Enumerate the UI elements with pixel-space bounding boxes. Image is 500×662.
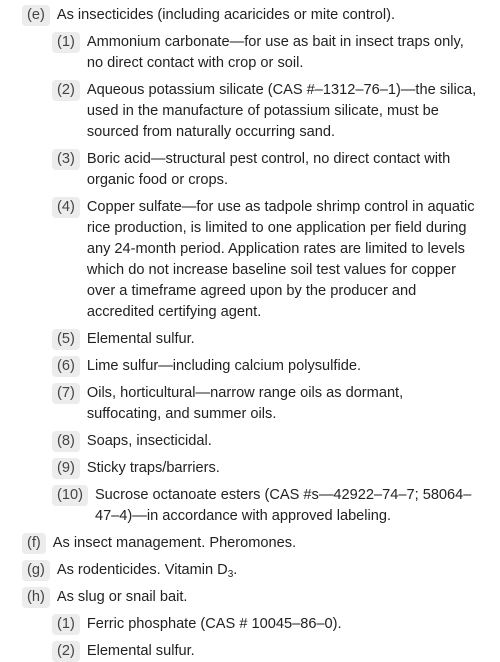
subparagraph-item — [0, 356, 500, 377]
subparagraph-item — [0, 431, 500, 452]
paragraph-text — [57, 560, 500, 581]
paragraph-text — [87, 356, 500, 377]
paragraph-text — [87, 641, 500, 662]
paragraph-text-main: Ammonium carbonate—for use as bait in insect traps only, no direct contact with crop or soil. — [86, 34, 464, 71]
paragraph-label: (g) — [22, 560, 50, 581]
paragraph-text-end: . — [233, 562, 238, 578]
paragraph-text — [87, 431, 500, 452]
paragraph-label: (3) — [52, 149, 80, 170]
paragraph-text — [87, 80, 500, 143]
subparagraph-item — [0, 80, 500, 143]
paragraph-label: (e) — [22, 5, 50, 26]
subparagraph-item — [0, 329, 500, 350]
paragraph-text-main: As insecticides (including acaricides or mite control). — [56, 7, 396, 23]
subparagraph-item — [0, 149, 500, 191]
subparagraph-item — [0, 197, 500, 323]
paragraph-text-main: Sucrose octanoate esters (CAS #s—42922–74–7; 58064–47–4)—in accordance with approved labeling. — [94, 487, 472, 524]
paragraph-item — [0, 560, 500, 581]
paragraph-text — [57, 5, 500, 26]
paragraph-text-main: As rodenticides. Vitamin D — [56, 562, 228, 578]
paragraph-label: (f) — [22, 533, 46, 554]
paragraph-label: (10) — [52, 485, 88, 506]
paragraph-label: (1) — [52, 614, 80, 635]
paragraph-text-main: Ferric phosphate (CAS # 10045–86–0). — [86, 616, 342, 632]
paragraph-text-main: Soaps, insecticidal. — [86, 433, 212, 449]
paragraph-text — [95, 485, 500, 527]
paragraph-label: (9) — [52, 458, 80, 479]
subparagraph-item — [0, 641, 500, 662]
paragraph-item — [0, 587, 500, 608]
paragraph-text — [87, 197, 500, 323]
paragraph-text — [87, 458, 500, 479]
paragraph-text — [57, 587, 500, 608]
paragraph-text — [87, 383, 500, 425]
paragraph-text-main: Oils, horticultural—narrow range oils as dormant, suffocating, and summer oils. — [86, 385, 404, 422]
paragraph-label: (7) — [52, 383, 80, 404]
paragraph-text — [87, 149, 500, 191]
paragraph-text-main: As insect management. Pheromones. — [52, 535, 297, 551]
paragraph-text-main: Elemental sulfur. — [86, 331, 195, 347]
paragraph-text — [87, 32, 500, 74]
subscript: 3 — [227, 569, 234, 580]
paragraph-text-main: Copper sulfate—for use as tadpole shrimp control in aquatic rice production, is limited to one application per field during any 24-month period. Application rates are limited to levels which do not increase baseline soil test values for copper over a timeframe agreed upon by the producer and accredited certifying agent. — [86, 199, 475, 320]
paragraph-text — [87, 614, 500, 635]
paragraph-text-main: As slug or snail bait. — [56, 589, 188, 605]
paragraph-text-main: Lime sulfur—including calcium polysulfide. — [86, 358, 362, 374]
paragraph-label: (2) — [52, 641, 80, 662]
subparagraph-item — [0, 614, 500, 635]
paragraph-label: (5) — [52, 329, 80, 350]
subparagraph-item — [0, 32, 500, 74]
paragraph-item — [0, 5, 500, 26]
paragraph-text-main: Elemental sulfur. — [86, 643, 195, 659]
paragraph-label: (h) — [22, 587, 50, 608]
paragraph-text — [87, 329, 500, 350]
paragraph-text-main: Boric acid—structural pest control, no direct contact with organic food or crops. — [86, 151, 451, 188]
paragraph-label: (8) — [52, 431, 80, 452]
subparagraph-item — [0, 485, 500, 527]
paragraph-label: (1) — [52, 32, 80, 53]
paragraph-label: (4) — [52, 197, 80, 218]
paragraph-text — [53, 533, 500, 554]
paragraph-label: (6) — [52, 356, 80, 377]
paragraph-item — [0, 533, 500, 554]
paragraph-text-main: Aqueous potassium silicate (CAS #–1312–76–1)—the silica, used in the manufacture of potassium silicate, must be sourced from naturally occurring sand. — [86, 82, 477, 140]
subparagraph-item — [0, 383, 500, 425]
subparagraph-item — [0, 458, 500, 479]
paragraph-text-main: Sticky traps/barriers. — [86, 460, 220, 476]
paragraph-label: (2) — [52, 80, 80, 101]
